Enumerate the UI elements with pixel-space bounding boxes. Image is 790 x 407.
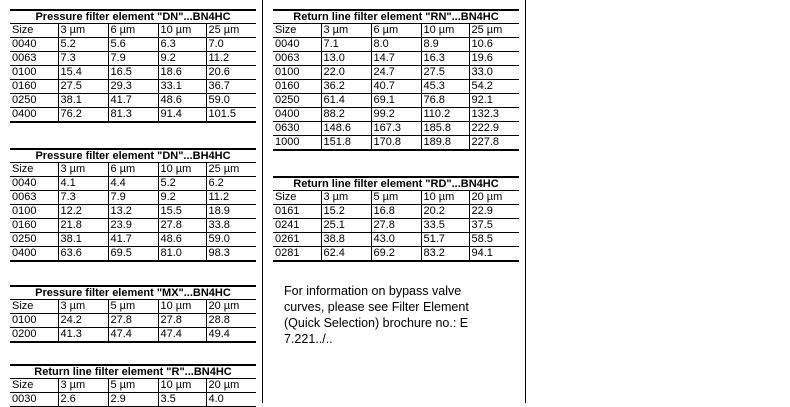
table-cell: 38.1 [58, 233, 108, 247]
table-cell: 0040 [273, 38, 321, 52]
table-cell: 0250 [10, 233, 58, 247]
table-title: Return line filter element "RN"...BN4HC [273, 10, 519, 24]
table-cell: 0630 [273, 122, 321, 136]
pressure-filter-dn-bn4hc-table [10, 9, 256, 123]
table-cell: 2.6 [58, 393, 108, 407]
table-row [10, 94, 256, 108]
table-title: Pressure filter element "DN"...BN4HC [10, 10, 256, 24]
table-cell: 59.0 [206, 233, 256, 247]
table-cell: 24.2 [58, 314, 108, 328]
table-cell: 148.6 [321, 122, 371, 136]
table-cell: 43.0 [371, 233, 421, 247]
table-cell: 36.7 [206, 80, 256, 94]
table-cell: 6.3 [158, 38, 206, 52]
table-cell: 3.5 [158, 393, 206, 407]
column-divider-left [262, 0, 263, 403]
table-cell: 0160 [10, 80, 58, 94]
table-cell: 47.4 [108, 328, 158, 343]
table-cell: 15.4 [58, 66, 108, 80]
bypass-valve-info-text: For information on bypass valve curves, please see Filter Element (Quick Selection) brochure no.: E 7.221../.. [284, 284, 469, 346]
table-cell: 76.2 [58, 108, 108, 123]
table-cell: 0040 [10, 177, 58, 191]
table-cell: 5.6 [108, 38, 158, 52]
column-header: 25 µm [206, 24, 256, 38]
table-header-row [273, 24, 519, 38]
table-cell: 4.4 [108, 177, 158, 191]
table-cell: 27.8 [158, 314, 206, 328]
table-cell: 69.5 [108, 247, 158, 262]
table-cell: 14.7 [371, 52, 421, 66]
table-cell: 0400 [273, 108, 321, 122]
table-cell: 58.5 [469, 233, 519, 247]
table-cell: 7.0 [206, 38, 256, 52]
table-cell: 22.9 [469, 205, 519, 219]
table-title: Return line filter element "RD"...BN4HC [273, 177, 519, 191]
table-cell: 0261 [273, 233, 321, 247]
column-header: 20 µm [469, 191, 519, 205]
table-cell: 81.0 [158, 247, 206, 262]
table-row [273, 94, 519, 108]
table-cell: 69.2 [371, 247, 421, 262]
return-line-filter-r-bn4hc-table [10, 364, 256, 407]
table-cell: 33.0 [469, 66, 519, 80]
table-cell: 25.1 [321, 219, 371, 233]
table-cell: 92.1 [469, 94, 519, 108]
table-row [10, 66, 256, 80]
table-cell: 11.2 [206, 52, 256, 66]
table-cell: 222.9 [469, 122, 519, 136]
column-header: 5 µm [108, 379, 158, 393]
table-cell: 0160 [10, 219, 58, 233]
table-cell: 38.1 [58, 94, 108, 108]
table-row [273, 66, 519, 80]
table-row [10, 38, 256, 52]
table-cell: 59.0 [206, 94, 256, 108]
table-cell: 8.9 [421, 38, 469, 52]
table-cell: 76.8 [421, 94, 469, 108]
table-row [10, 393, 256, 407]
column-header: 3 µm [321, 24, 371, 38]
table-cell: 7.1 [321, 38, 371, 52]
column-header: Size [10, 163, 58, 177]
table-cell: 88.2 [321, 108, 371, 122]
table-cell: 5.2 [158, 177, 206, 191]
table-row [273, 205, 519, 219]
column-header: 3 µm [58, 24, 108, 38]
table-cell: 94.1 [469, 247, 519, 262]
table-row [10, 247, 256, 262]
pressure-filter-dn-bh4hc-table [10, 148, 256, 262]
table-cell: 0040 [10, 38, 58, 52]
column-header: 3 µm [321, 191, 371, 205]
table-cell: 28.8 [206, 314, 256, 328]
table-cell: 63.6 [58, 247, 108, 262]
table-cell: 48.6 [158, 94, 206, 108]
table-cell: 20.6 [206, 66, 256, 80]
table-cell: 167.3 [371, 122, 421, 136]
table-cell: 41.7 [108, 94, 158, 108]
table-cell: 29.3 [108, 80, 158, 94]
table-cell: 227.8 [469, 136, 519, 151]
table-row [273, 80, 519, 94]
column-header: 10 µm [158, 163, 206, 177]
table-cell: 0400 [10, 108, 58, 123]
table-cell: 61.4 [321, 94, 371, 108]
table-row [10, 205, 256, 219]
table-row [273, 108, 519, 122]
table-row [10, 52, 256, 66]
table-cell: 0161 [273, 205, 321, 219]
table-cell: 18.9 [206, 205, 256, 219]
column-header: 3 µm [58, 379, 108, 393]
column-header: 10 µm [421, 24, 469, 38]
table-cell: 62.4 [321, 247, 371, 262]
table-cell: 21.8 [58, 219, 108, 233]
table-header-row [10, 24, 256, 38]
column-header: 10 µm [158, 300, 206, 314]
column-header: 10 µm [421, 191, 469, 205]
table-cell: 51.7 [421, 233, 469, 247]
table-cell: 69.1 [371, 94, 421, 108]
table-cell: 27.8 [158, 219, 206, 233]
table-cell: 0063 [10, 191, 58, 205]
pressure-filter-mx-bn4hc-table [10, 285, 256, 343]
table-row [10, 328, 256, 343]
column-header: 6 µm [371, 24, 421, 38]
table-cell: 1000 [273, 136, 321, 151]
column-header: Size [273, 24, 321, 38]
table-row [273, 38, 519, 52]
table-row [10, 314, 256, 328]
table-cell: 185.8 [421, 122, 469, 136]
table-cell: 7.3 [58, 191, 108, 205]
table-cell: 91.4 [158, 108, 206, 123]
table-cell: 0200 [10, 328, 58, 343]
column-header: Size [273, 191, 321, 205]
table-cell: 7.3 [58, 52, 108, 66]
table-cell: 33.5 [421, 219, 469, 233]
table-cell: 0241 [273, 219, 321, 233]
column-header: Size [10, 300, 58, 314]
table-cell: 40.7 [371, 80, 421, 94]
table-cell: 0063 [273, 52, 321, 66]
table-cell: 0063 [10, 52, 58, 66]
table-cell: 36.2 [321, 80, 371, 94]
table-cell: 0030 [10, 393, 58, 407]
table-cell: 7.9 [108, 52, 158, 66]
table-cell: 7.9 [108, 191, 158, 205]
column-header: 20 µm [206, 379, 256, 393]
table-cell: 0100 [273, 66, 321, 80]
table-row [10, 80, 256, 94]
column-header: 10 µm [158, 379, 206, 393]
table-row [273, 247, 519, 262]
table-cell: 45.3 [421, 80, 469, 94]
table-cell: 27.5 [58, 80, 108, 94]
table-cell: 0250 [273, 94, 321, 108]
table-header-row [10, 379, 256, 393]
column-header: 25 µm [469, 24, 519, 38]
table-row [273, 52, 519, 66]
table-cell: 11.2 [206, 191, 256, 205]
table-cell: 9.2 [158, 52, 206, 66]
table-row [10, 177, 256, 191]
table-cell: 98.3 [206, 247, 256, 262]
table-row [273, 136, 519, 151]
table-cell: 9.2 [158, 191, 206, 205]
table-cell: 20.2 [421, 205, 469, 219]
table-title: Pressure filter element "MX"...BN4HC [10, 286, 256, 300]
table-row [273, 219, 519, 233]
table-cell: 41.7 [108, 233, 158, 247]
table-cell: 16.3 [421, 52, 469, 66]
table-cell: 0281 [273, 247, 321, 262]
table-cell: 0250 [10, 94, 58, 108]
table-cell: 22.0 [321, 66, 371, 80]
column-header: 20 µm [206, 300, 256, 314]
table-cell: 132.3 [469, 108, 519, 122]
table-cell: 15.5 [158, 205, 206, 219]
table-cell: 5.2 [58, 38, 108, 52]
table-cell: 13.0 [321, 52, 371, 66]
table-cell: 13.2 [108, 205, 158, 219]
table-cell: 0160 [273, 80, 321, 94]
column-header: 5 µm [371, 191, 421, 205]
table-cell: 37.5 [469, 219, 519, 233]
table-cell: 47.4 [158, 328, 206, 343]
table-cell: 16.5 [108, 66, 158, 80]
table-cell: 4.0 [206, 393, 256, 407]
table-cell: 48.6 [158, 233, 206, 247]
table-header-row [10, 163, 256, 177]
table-cell: 83.2 [421, 247, 469, 262]
table-cell: 151.8 [321, 136, 371, 151]
table-cell: 0400 [10, 247, 58, 262]
table-cell: 99.2 [371, 108, 421, 122]
table-cell: 81.3 [108, 108, 158, 123]
column-header: 3 µm [58, 300, 108, 314]
column-header: Size [10, 24, 58, 38]
column-header: 25 µm [206, 163, 256, 177]
column-header: 6 µm [108, 163, 158, 177]
table-row [273, 122, 519, 136]
table-cell: 49.4 [206, 328, 256, 343]
table-cell: 189.8 [421, 136, 469, 151]
return-line-filter-rd-bn4hc-table [273, 176, 519, 262]
table-cell: 27.8 [108, 314, 158, 328]
table-row [10, 108, 256, 123]
table-cell: 41.3 [58, 328, 108, 343]
table-cell: 170.8 [371, 136, 421, 151]
table-row [10, 191, 256, 205]
table-cell: 15.2 [321, 205, 371, 219]
table-cell: 33.1 [158, 80, 206, 94]
table-cell: 4.1 [58, 177, 108, 191]
table-cell: 2.9 [108, 393, 158, 407]
table-cell: 23.9 [108, 219, 158, 233]
column-header: 3 µm [58, 163, 108, 177]
table-cell: 0100 [10, 66, 58, 80]
table-row [10, 233, 256, 247]
table-row [10, 219, 256, 233]
table-cell: 0100 [10, 205, 58, 219]
table-cell: 27.5 [421, 66, 469, 80]
table-title: Return line filter element "R"...BN4HC [10, 365, 256, 379]
table-cell: 18.6 [158, 66, 206, 80]
column-header: 5 µm [108, 300, 158, 314]
column-header: 10 µm [158, 24, 206, 38]
table-header-row [10, 300, 256, 314]
table-title: Pressure filter element "DN"...BH4HC [10, 149, 256, 163]
table-cell: 8.0 [371, 38, 421, 52]
table-cell: 19.6 [469, 52, 519, 66]
table-header-row [273, 191, 519, 205]
table-cell: 12.2 [58, 205, 108, 219]
table-cell: 54.2 [469, 80, 519, 94]
column-header: 6 µm [108, 24, 158, 38]
table-cell: 16.8 [371, 205, 421, 219]
column-header: Size [10, 379, 58, 393]
table-cell: 38.8 [321, 233, 371, 247]
return-line-filter-rn-bn4hc-table [273, 9, 519, 151]
table-cell: 24.7 [371, 66, 421, 80]
table-cell: 0100 [10, 314, 58, 328]
table-cell: 33.8 [206, 219, 256, 233]
table-cell: 6.2 [206, 177, 256, 191]
table-cell: 101.5 [206, 108, 256, 123]
table-cell: 110.2 [421, 108, 469, 122]
table-row [273, 233, 519, 247]
table-cell: 10.6 [469, 38, 519, 52]
table-cell: 27.8 [371, 219, 421, 233]
column-divider-right [525, 0, 526, 403]
